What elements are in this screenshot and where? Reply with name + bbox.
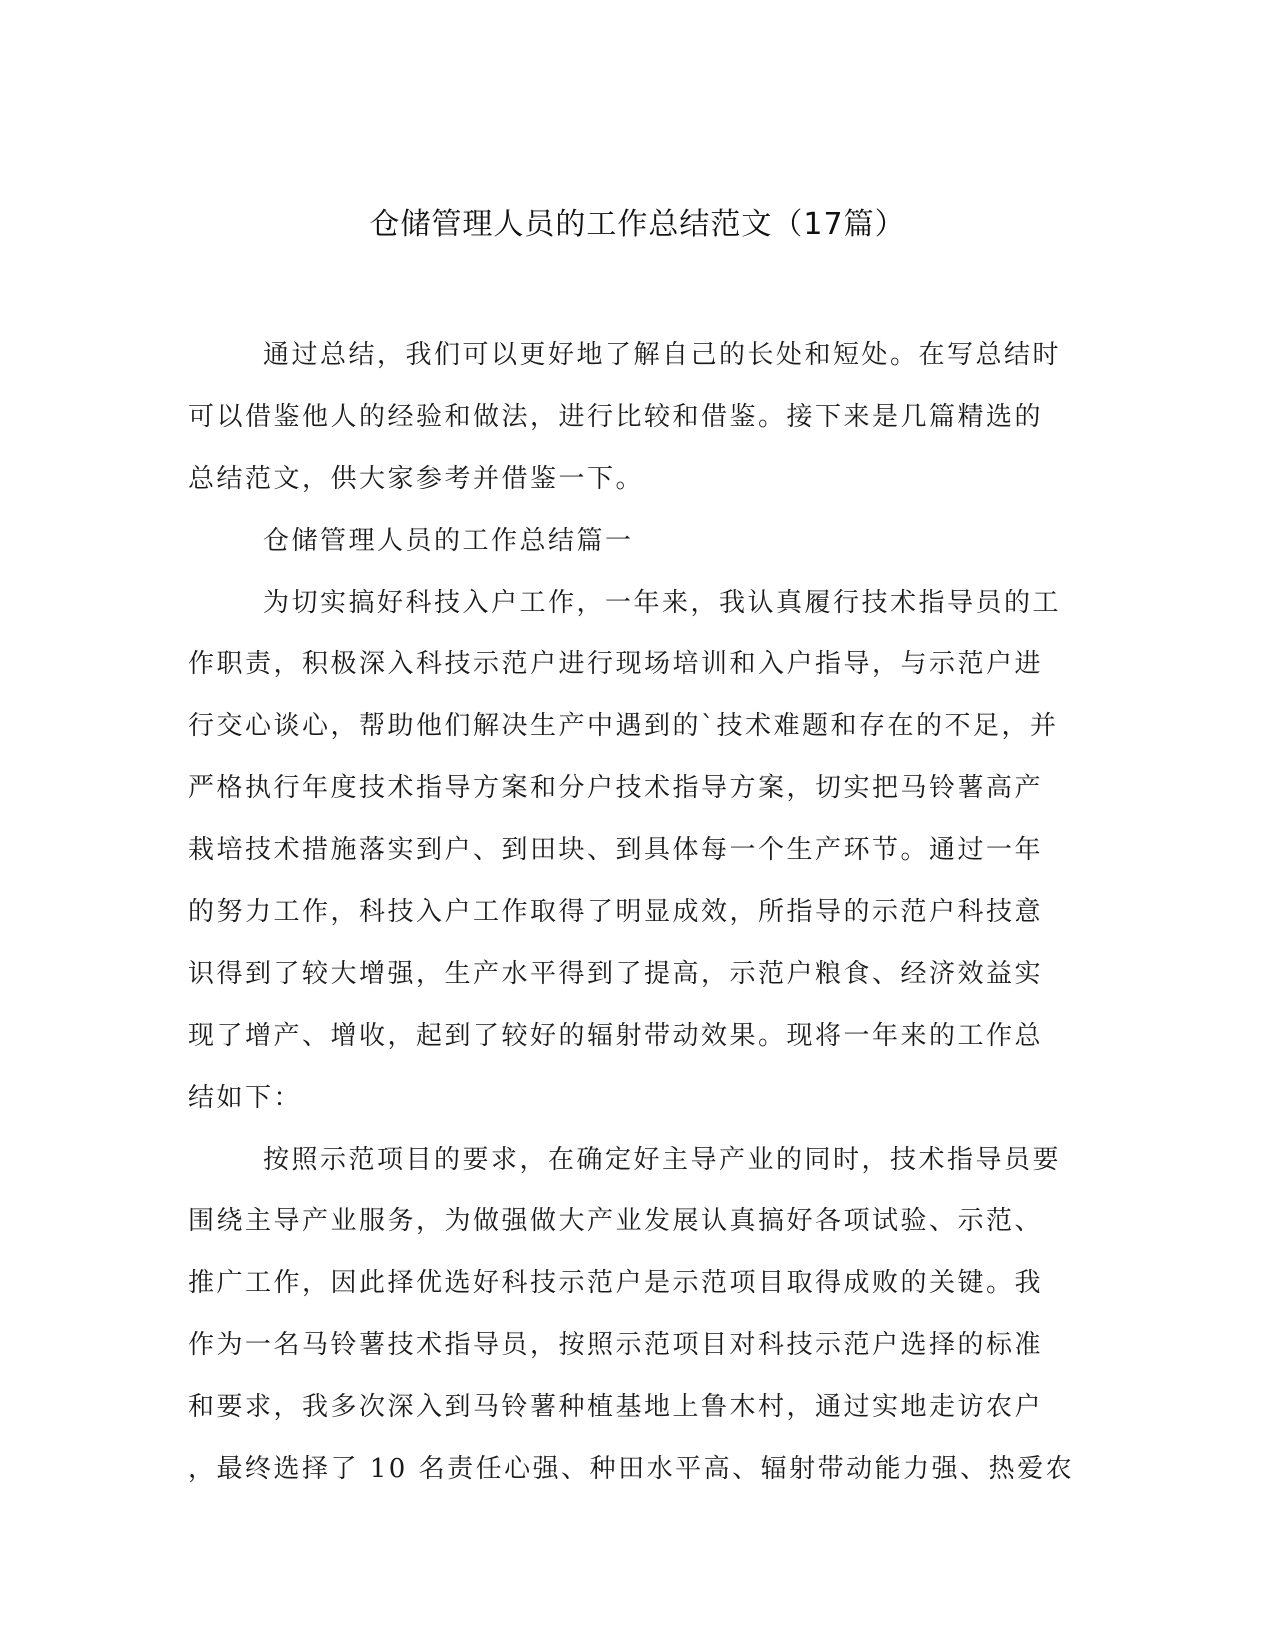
paragraph-line: 为切实搞好科技入户工作，一年来，我认真履行技术指导员的工 xyxy=(263,587,1062,618)
paragraph-line: 可以借鉴他人的经验和做法，进行比较和借鉴。接下来是几篇精选的 xyxy=(188,401,1044,432)
paragraph-line: 通过总结，我们可以更好地了解自己的长处和短处。在写总结时 xyxy=(263,340,1062,370)
paragraph-line: ，最终选择了 10 名责任心强、种田水平高、辐射带动能力强、热爱农 xyxy=(188,1454,1075,1485)
paragraph-line: 总结范文，供大家参考并借鉴一下。 xyxy=(188,463,645,494)
paragraph-line: 栽培技术措施落实到户、到田块、到具体每一个生产环节。通过一年 xyxy=(188,835,1044,866)
paragraph-line: 围绕主导产业服务，为做强做大产业发展认真搞好各项试验、示范、 xyxy=(188,1206,1044,1237)
paragraph-line: 的努力工作，科技入户工作取得了明显成效，所指导的示范户科技意 xyxy=(188,897,1044,928)
document-body xyxy=(188,325,1075,1501)
paragraph-line: 作职责，积极深入科技示范户进行现场培训和入户指导，与示范户进 xyxy=(188,649,1044,680)
paragraph-line: 行交心谈心，帮助他们解决生产中遇到的`技术难题和存在的不足，并 xyxy=(188,711,1059,742)
paragraph-line: 作为一名马铃薯技术指导员，按照示范项目对科技示范户选择的标准 xyxy=(188,1330,1044,1361)
paragraph-line: 严格执行年度技术指导方案和分户技术指导方案，切实把马铃薯高产 xyxy=(188,773,1044,804)
paragraph-line: 按照示范项目的要求，在确定好主导产业的同时，技术指导员要 xyxy=(263,1144,1062,1175)
document-title: 仓储管理人员的工作总结范文（17篇） xyxy=(369,207,906,242)
paragraph-line: 现了增产、增收，起到了较好的辐射带动效果。现将一年来的工作总 xyxy=(188,1020,1044,1051)
paragraph-line: 推广工作，因此择优选好科技示范户是示范项目取得成败的关键。我 xyxy=(188,1268,1044,1299)
paragraph-line: 结如下： xyxy=(188,1082,303,1113)
section-heading: 仓储管理人员的工作总结篇一 xyxy=(263,525,634,556)
paragraph-line: 识得到了较大增强，生产水平得到了提高，示范户粮食、经济效益实 xyxy=(188,958,1044,989)
paragraph-line: 和要求，我多次深入到马铃薯种植基地上鲁木村，通过实地走访农户 xyxy=(188,1392,1044,1423)
